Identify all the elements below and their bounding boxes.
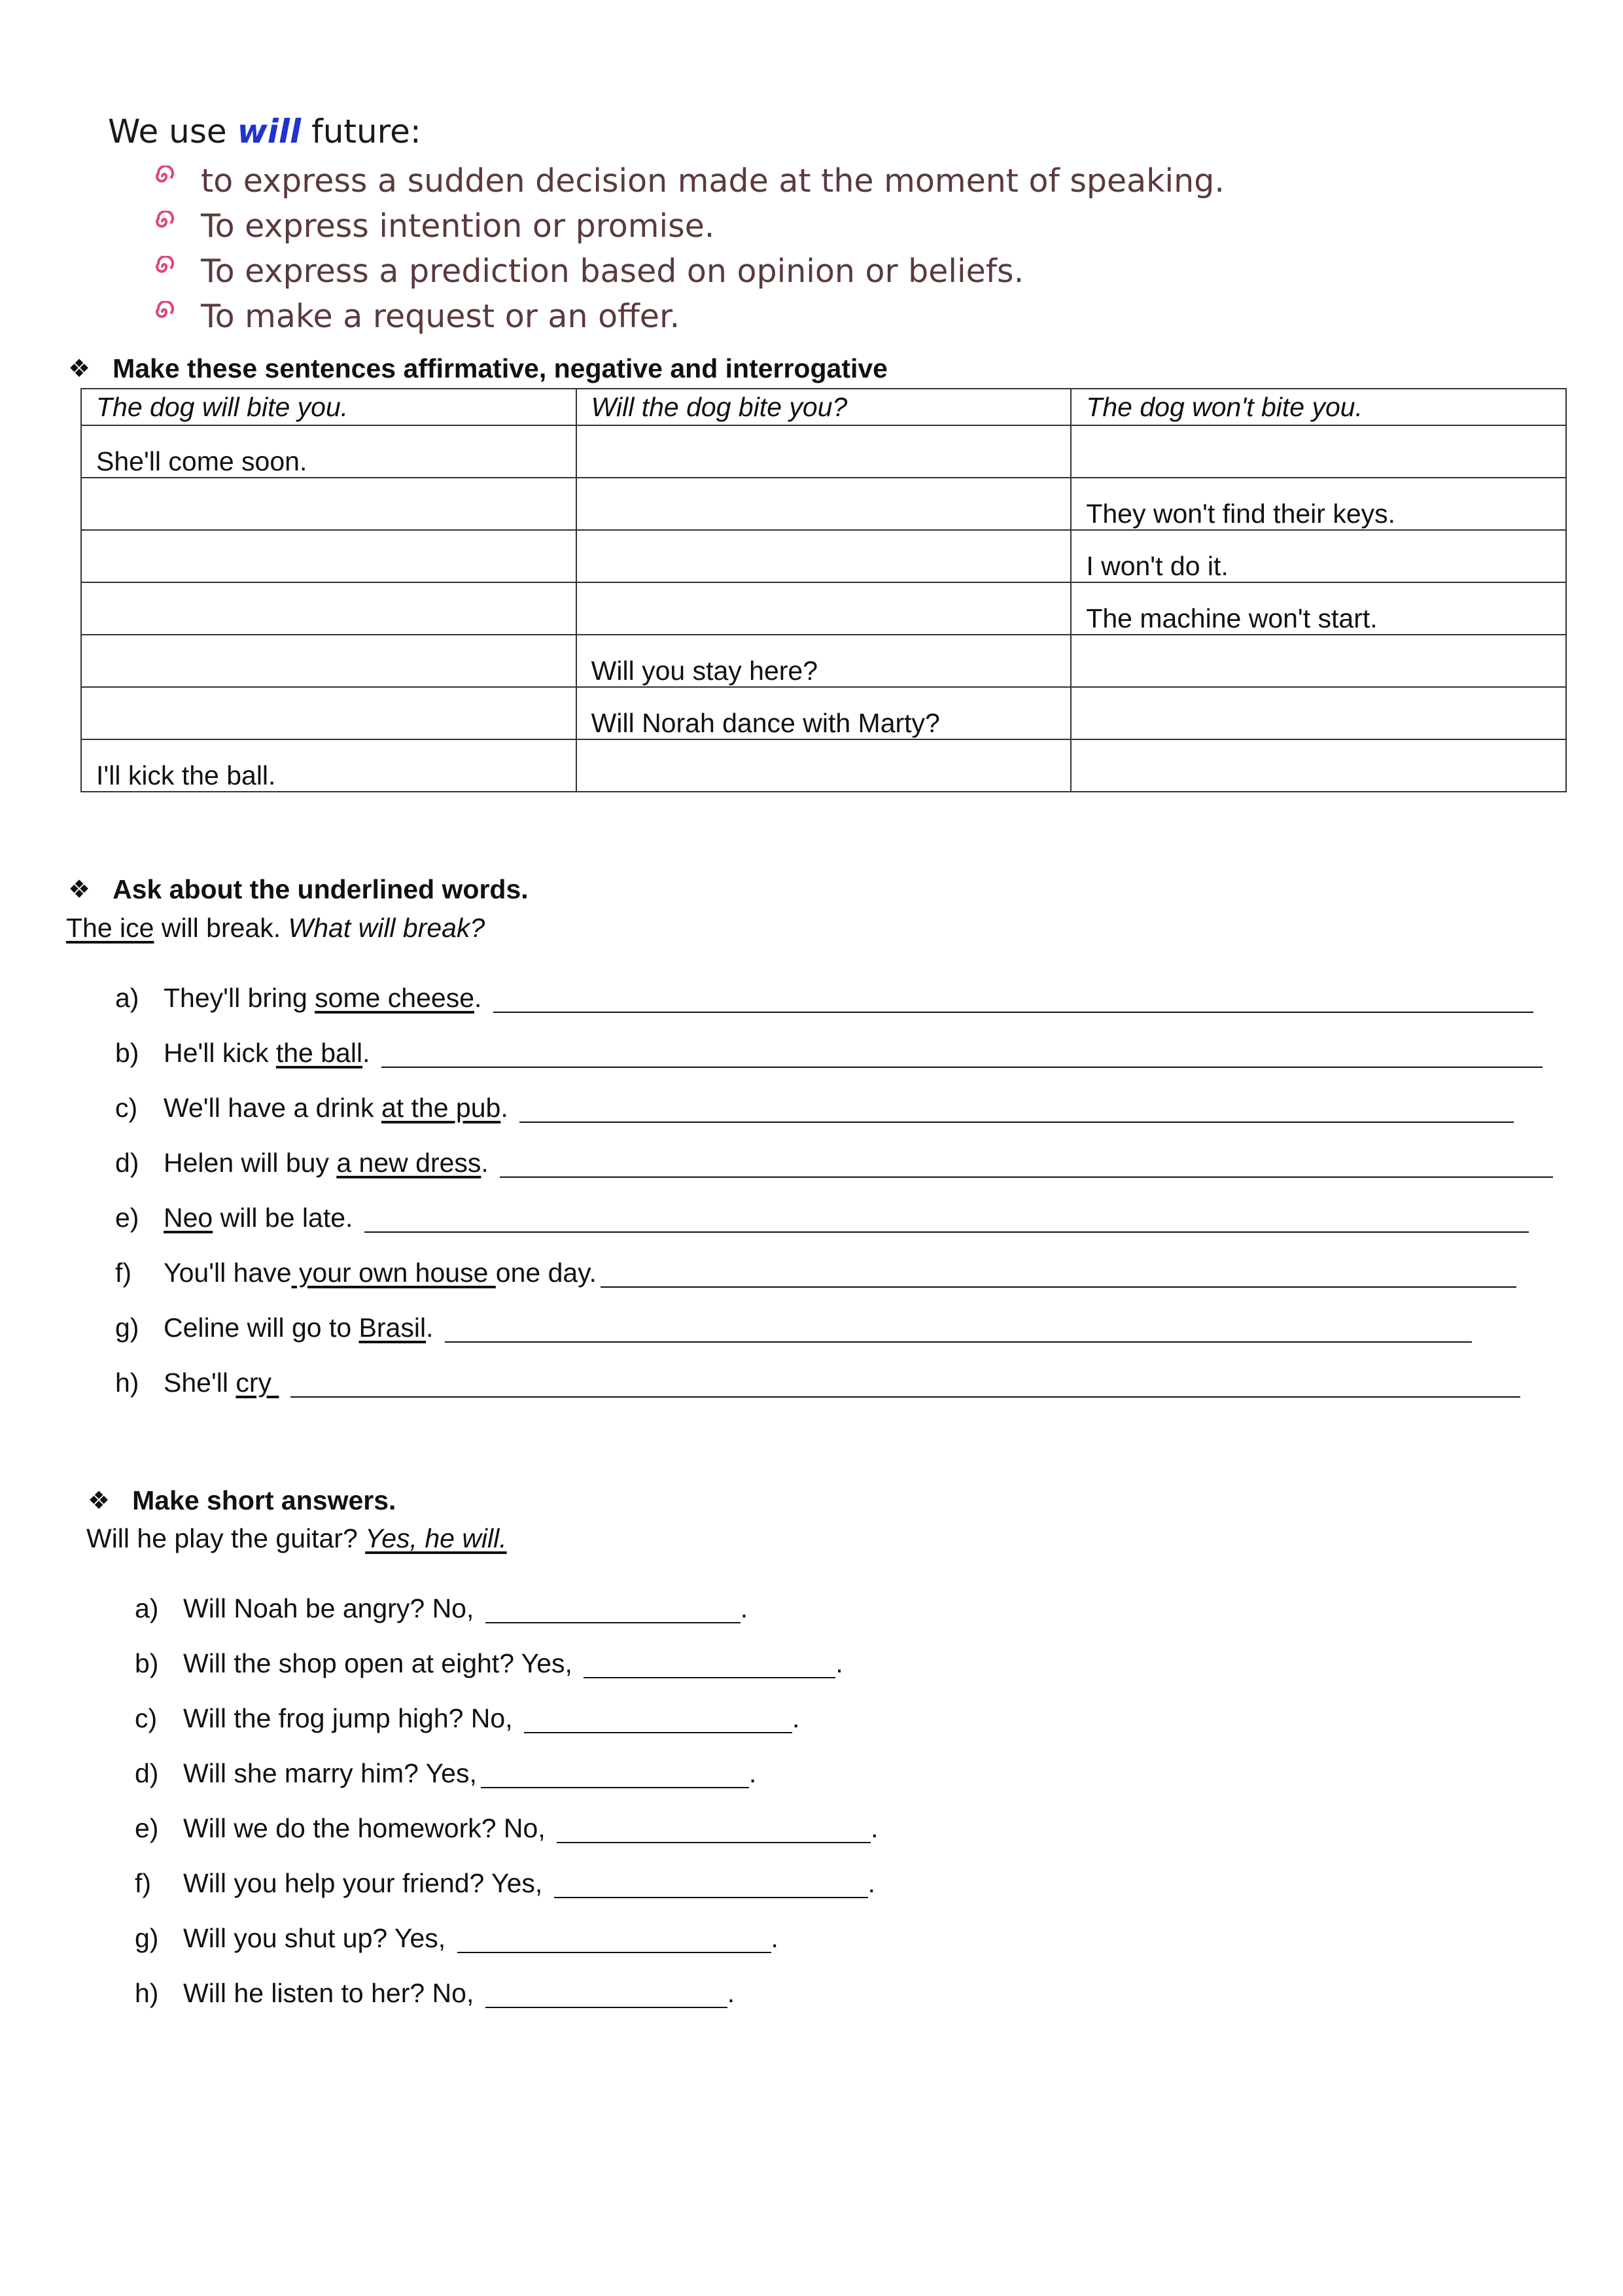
answer-blank[interactable] xyxy=(493,983,1533,1013)
answer-blank[interactable] xyxy=(290,1368,1520,1398)
exercise2-heading: ❖ Ask about the underlined words. xyxy=(68,874,529,904)
table-cell[interactable]: I won't do it. xyxy=(1071,530,1566,582)
table-row xyxy=(81,687,1566,739)
table-row xyxy=(81,530,1566,582)
list-item: c) We'll have a drink at the pub . xyxy=(115,1080,1553,1135)
intro-bullet-list xyxy=(108,158,1225,339)
table-header-cell: Will the dog bite you? xyxy=(576,389,1072,425)
answer-blank[interactable] xyxy=(584,1648,835,1678)
answer-blank[interactable] xyxy=(500,1148,1553,1178)
list-item: b) Will the shop open at eight? Yes, . xyxy=(135,1648,843,1678)
exercise3-list xyxy=(135,1581,879,2021)
swirl-bullet-icon xyxy=(154,301,175,322)
table-cell[interactable]: Will you stay here? xyxy=(576,635,1072,687)
answer-blank[interactable] xyxy=(601,1258,1516,1288)
table-cell[interactable]: Will Norah dance with Marty? xyxy=(576,687,1072,739)
list-item: g) Celine will go to Brasil . xyxy=(115,1300,1553,1355)
table-cell[interactable] xyxy=(576,739,1072,792)
table-cell[interactable] xyxy=(81,635,576,687)
list-item: d) Will she marry him? Yes, . xyxy=(135,1757,757,1788)
table-row xyxy=(81,478,1566,530)
exercise2-example: The ice will break. What will break? xyxy=(66,913,485,943)
intro-title: We use will future: xyxy=(108,113,421,150)
intro-section xyxy=(108,105,1225,339)
diamond-bullet-icon: ❖ xyxy=(68,876,91,904)
table-row xyxy=(81,635,1566,687)
diamond-bullet-icon: ❖ xyxy=(88,1487,111,1515)
table-cell[interactable]: I'll kick the ball. xyxy=(81,739,576,792)
answer-blank[interactable] xyxy=(554,1868,868,1898)
table-cell[interactable]: The machine won't start. xyxy=(1071,582,1566,635)
list-item: b) He'll kick the ball . xyxy=(115,1025,1553,1080)
intro-bullet: To make a request or an offer. xyxy=(154,294,1225,339)
exercise3-example: Will he play the guitar? Yes, he will. xyxy=(86,1523,507,1553)
table-header-cell: The dog will bite you. xyxy=(81,389,576,425)
list-item: a) They'll bring some cheese . xyxy=(115,970,1553,1025)
table-header-row xyxy=(81,389,1566,425)
intro-bullet: To express intention or promise. xyxy=(154,203,1225,249)
table-cell[interactable]: She'll come soon. xyxy=(81,425,576,478)
answer-blank[interactable] xyxy=(485,1978,727,2008)
table-cell[interactable] xyxy=(81,478,576,530)
table-cell[interactable] xyxy=(81,582,576,635)
table-row xyxy=(81,582,1566,635)
exercise1-heading: ❖ Make these sentences affirmative, negative and interrogative xyxy=(68,353,888,383)
exercise3-heading: ❖ Make short answers. xyxy=(88,1485,396,1515)
list-item: c) Will the frog jump high? No, . xyxy=(135,1703,800,1733)
list-item: g) Will you shut up? Yes, . xyxy=(135,1922,778,1953)
list-item: f) Will you help your friend? Yes, . xyxy=(135,1867,876,1898)
table-row xyxy=(81,739,1566,792)
list-item: a) Will Noah be angry? No, . xyxy=(135,1593,748,1623)
diamond-bullet-icon: ❖ xyxy=(68,355,91,383)
answer-blank[interactable] xyxy=(381,1038,1543,1068)
list-item: f) You'll have your own house one day. xyxy=(115,1245,1553,1300)
table-cell[interactable] xyxy=(576,478,1072,530)
table-row xyxy=(81,425,1566,478)
table-cell[interactable]: They won't find their keys. xyxy=(1071,478,1566,530)
list-item: e) Neo will be late. xyxy=(115,1190,1553,1245)
table-cell[interactable] xyxy=(1071,739,1566,792)
conversion-table xyxy=(80,388,1567,792)
list-item: e) Will we do the homework? No, . xyxy=(135,1812,879,1843)
table-header-cell: The dog won't bite you. xyxy=(1071,389,1566,425)
table-cell[interactable] xyxy=(1071,687,1566,739)
table-cell[interactable] xyxy=(576,425,1072,478)
table-cell[interactable] xyxy=(81,530,576,582)
answer-blank[interactable] xyxy=(557,1813,871,1843)
answer-blank[interactable] xyxy=(364,1203,1529,1233)
swirl-bullet-icon xyxy=(154,166,175,186)
intro-bullet: to express a sudden decision made at the moment of speaking. xyxy=(154,158,1225,203)
intro-bullet: To express a prediction based on opinion or beliefs. xyxy=(154,249,1225,294)
table-cell[interactable] xyxy=(81,687,576,739)
exercise2-list xyxy=(115,970,1553,1410)
keyword-will: will xyxy=(237,113,302,150)
list-item: h) Will he listen to her? No, . xyxy=(135,1977,735,2008)
answer-blank[interactable] xyxy=(481,1758,749,1788)
table-cell[interactable] xyxy=(576,582,1072,635)
swirl-bullet-icon xyxy=(154,256,175,277)
table-cell[interactable] xyxy=(576,530,1072,582)
answer-blank[interactable] xyxy=(519,1093,1514,1123)
answer-blank[interactable] xyxy=(457,1923,771,1953)
table-cell[interactable] xyxy=(1071,635,1566,687)
answer-blank[interactable] xyxy=(485,1593,741,1623)
swirl-bullet-icon xyxy=(154,211,175,232)
answer-blank[interactable] xyxy=(445,1313,1472,1343)
list-item: d) Helen will buy a new dress . xyxy=(115,1135,1553,1190)
list-item: h) She'll cry xyxy=(115,1355,1553,1410)
table-cell[interactable] xyxy=(1071,425,1566,478)
answer-blank[interactable] xyxy=(524,1703,792,1733)
